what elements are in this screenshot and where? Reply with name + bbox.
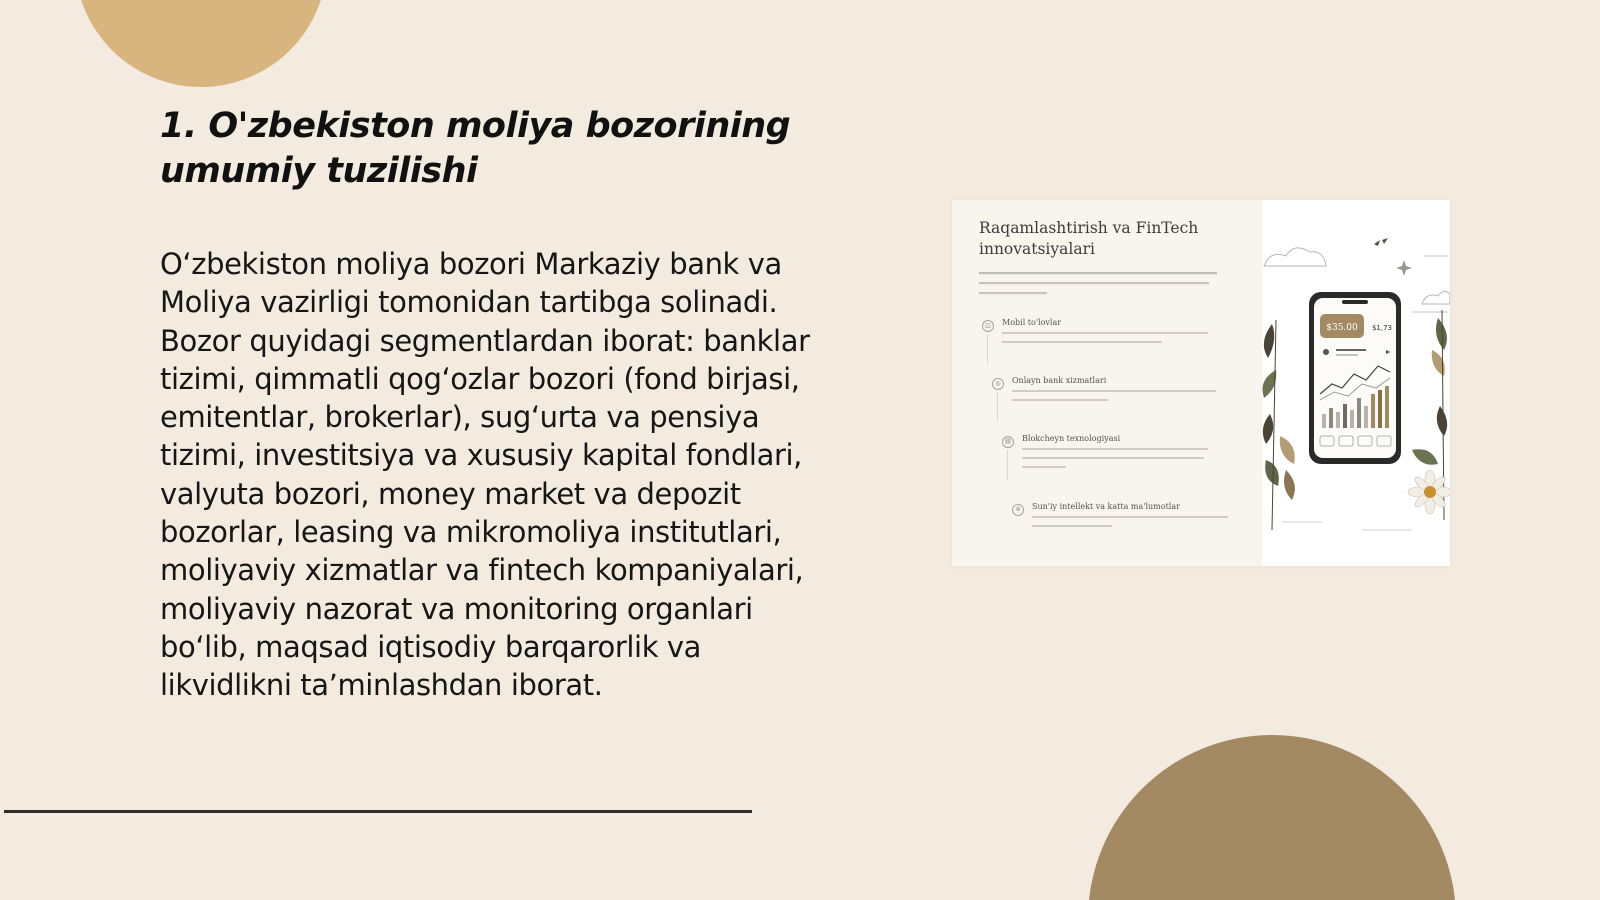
wallet-icon: ◱ [982,320,994,332]
slide-body-text: O‘zbekiston moliya bozori Markaziy bank va Moliya vazirligi tomonidan tartibga solinadi. Bozor quyidagi segmentlardan iborat: banklar tizimi, qimmatli qog‘ozlar bozori (fond birjasi, emitentlar, brokerlar), sug‘urta va pensiya tizimi, investitsiya va xususiy kapital fondlari, valyuta bozori, money market va depozit bozorlar, leasing va mikromoliya institutlari, moliyaviy xizmatlar va fintech kompaniyalari, moliyaviy nazorat va monitoring organlari bo‘lib, maqsad iqtisodiy barqarorlik va likvidlikni ta’minlashdan iborat. [160,247,810,703]
globe-icon: ◎ [992,378,1004,390]
decorative-circle-top [75,0,327,87]
step-desc-blur [1002,331,1212,350]
step-title: Onlayn bank xizmatlari [1012,376,1107,385]
divider-line [4,810,752,813]
phone-balance: $35.00 [1326,323,1358,333]
step-title: Sun'iy intellekt va katta ma'lumotlar [1032,502,1180,511]
step-title: Blokcheyn texnologiyasi [1022,434,1121,443]
step-desc-blur [1032,515,1242,534]
link-icon: ⛓ [1002,436,1014,448]
image-text-panel [952,200,1262,566]
image-title: Raqamlashtirish va FinTech innovatsiyalari [979,219,1199,258]
phone-secondary-value: $1,73 [1371,324,1393,332]
fintech-illustration-image [952,200,1450,566]
blurred-text-lines [979,270,1219,300]
brain-icon: ✲ [1012,504,1024,516]
phone-illustration-svg [1262,200,1450,566]
step-connector [987,334,988,364]
phone-illustration [1262,200,1450,566]
step-desc-blur [1022,447,1232,476]
step-connector [997,392,998,422]
slide-title: 1. O'zbekiston moliya bozorining umumiy tuzilishi [160,106,791,191]
decorative-circle-bottom [1088,735,1456,900]
step-desc-blur [1012,389,1222,408]
image-intro-text-blur [979,270,1219,303]
step-title: Mobil to'lovlar [1002,318,1062,327]
step-connector [1007,450,1008,480]
